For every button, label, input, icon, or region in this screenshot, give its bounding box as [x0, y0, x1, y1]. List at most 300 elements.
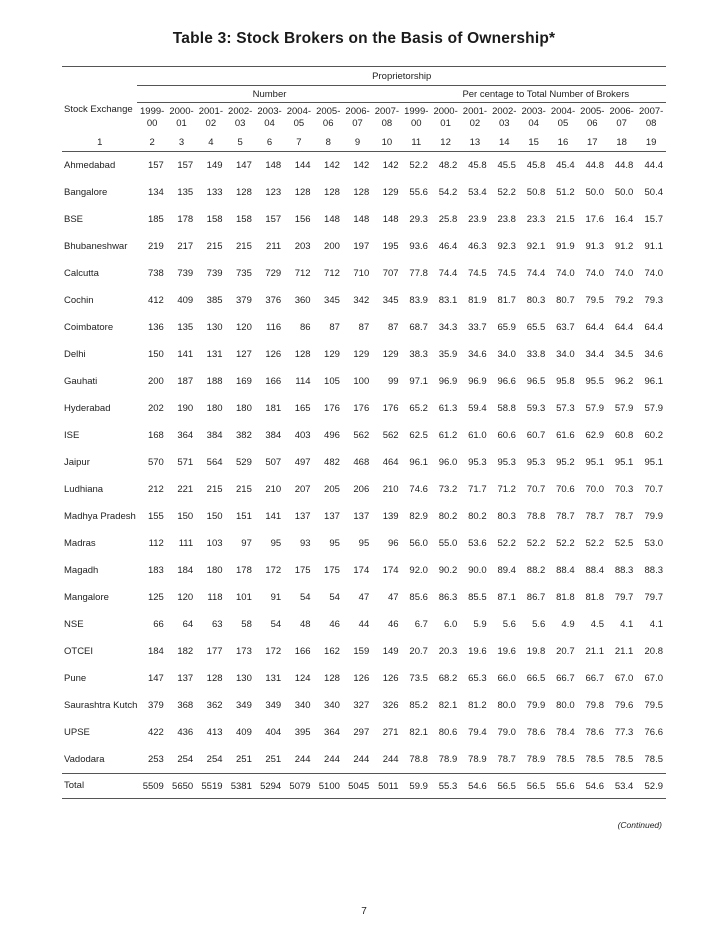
number-cell: 385	[206, 295, 223, 306]
column-index: 13	[460, 133, 489, 152]
number-cell: 562	[382, 430, 399, 441]
percent-cell: 38.3	[409, 349, 428, 360]
number-cell: 436	[177, 727, 194, 738]
number-cell: 128	[324, 187, 340, 198]
continued-note: (Continued)	[617, 820, 662, 830]
column-index: 17	[578, 133, 607, 152]
table-row	[62, 503, 666, 530]
exchange-name: Cochin	[64, 294, 94, 306]
number-cell: 148	[324, 214, 340, 225]
percent-cell: 78.7	[556, 511, 575, 522]
percent-cell: 95.1	[614, 457, 634, 468]
number-cell: 54	[299, 592, 311, 603]
number-cell: 131	[265, 673, 282, 684]
number-year-header: 2004- 05	[286, 106, 312, 129]
number-cell: 364	[324, 727, 340, 738]
number-cell: 176	[324, 403, 340, 414]
number-cell: 151	[236, 511, 252, 522]
percent-year-header: 2004- 05	[550, 106, 576, 129]
percent-cell: 78.6	[585, 727, 604, 738]
number-cell: 47	[388, 592, 399, 603]
number-cell: 157	[147, 160, 164, 171]
percent-cell: 81.9	[468, 295, 487, 306]
percent-year-header: 1999- 00	[404, 106, 429, 129]
number-cell: 184	[177, 565, 194, 576]
number-cell: 362	[206, 700, 223, 711]
number-cell: 738	[147, 268, 164, 279]
percent-year-header: 2005- 06	[580, 106, 605, 129]
number-cell: 165	[294, 403, 311, 414]
number-cell: 349	[265, 700, 282, 711]
number-cell: 150	[147, 349, 164, 360]
percent-cell: 89.4	[497, 565, 516, 576]
percent-cell: 81.7	[497, 295, 516, 306]
percent-cell: 80.0	[497, 700, 516, 711]
number-cell: 177	[206, 646, 223, 657]
number-cell: 244	[353, 754, 370, 765]
number-cell: 707	[382, 268, 399, 279]
number-cell: 176	[382, 403, 399, 414]
percent-cell: 64.4	[644, 322, 663, 333]
percent-cell: 80.0	[556, 700, 575, 711]
number-cell: 244	[382, 754, 399, 765]
number-cell: 253	[147, 754, 164, 765]
table-row	[62, 422, 666, 449]
number-cell: 134	[147, 187, 164, 198]
percent-cell: 4.9	[561, 619, 575, 630]
percent-cell: 21.1	[614, 646, 634, 657]
number-cell: 360	[294, 295, 311, 306]
number-cell: 215	[236, 484, 252, 495]
percent-cell: 55.6	[548, 774, 577, 799]
number-cell: 172	[265, 565, 282, 576]
percent-cell: 79.7	[644, 592, 663, 603]
exchange-name: ISE	[64, 429, 80, 441]
percent-cell: 95.3	[526, 457, 546, 468]
percent-cell: 78.9	[526, 754, 546, 765]
table-title: Table 3: Stock Brokers on the Basis of Ownership*	[172, 30, 556, 47]
number-cell: 297	[353, 727, 370, 738]
column-index: 5	[226, 133, 255, 152]
number-cell: 212	[147, 484, 164, 495]
column-index: 18	[607, 133, 636, 152]
percent-cell: 79.8	[585, 700, 604, 711]
percent-cell: 21.1	[585, 646, 604, 657]
percent-cell: 20.8	[644, 646, 663, 657]
column-index: 6	[255, 133, 284, 152]
column-index: 4	[196, 133, 225, 152]
exchange-name: Calcutta	[64, 267, 99, 279]
number-cell: 130	[206, 322, 223, 333]
percent-cell: 96.9	[438, 376, 458, 387]
number-cell: 5045	[343, 774, 372, 799]
number-cell: 735	[236, 268, 252, 279]
page-number: 7	[361, 906, 367, 917]
percent-cell: 91.3	[585, 241, 604, 252]
percent-group-header: Per centage to Total Number of Brokers	[402, 86, 666, 103]
percent-cell: 45.8	[526, 160, 546, 171]
percent-cell: 60.7	[526, 430, 546, 441]
percent-cell: 20.3	[438, 646, 458, 657]
number-cell: 46	[388, 619, 399, 630]
percent-cell: 50.8	[526, 187, 546, 198]
number-cell: 254	[206, 754, 223, 765]
table-row	[62, 584, 666, 611]
exchange-name: Total	[62, 774, 137, 799]
exchange-name: Madhya Pradesh	[64, 510, 136, 522]
percent-cell: 78.6	[526, 727, 546, 738]
percent-cell: 70.7	[526, 484, 546, 495]
column-index: 8	[314, 133, 343, 152]
percent-cell: 88.4	[556, 565, 575, 576]
percent-cell: 44.4	[644, 160, 663, 171]
number-cell: 384	[265, 430, 282, 441]
percent-cell: 78.8	[526, 511, 546, 522]
number-cell: 156	[294, 214, 311, 225]
exchange-name: Delhi	[64, 348, 86, 360]
percent-cell: 61.0	[468, 430, 487, 441]
column-index: 16	[548, 133, 577, 152]
percent-cell: 65.3	[468, 673, 487, 684]
number-cell: 205	[324, 484, 340, 495]
percent-cell: 35.9	[438, 349, 458, 360]
number-group-header: Number	[137, 86, 401, 103]
number-cell: 142	[353, 160, 370, 171]
number-cell: 562	[353, 430, 370, 441]
percent-cell: 55.3	[431, 774, 460, 799]
percent-cell: 81.8	[585, 592, 604, 603]
percent-cell: 74.0	[585, 268, 604, 279]
number-cell: 157	[177, 160, 194, 171]
percent-year-header: 2006- 07	[609, 106, 634, 129]
exchange-name: Mangalore	[64, 591, 109, 603]
number-cell: 382	[236, 430, 252, 441]
percent-cell: 80.3	[526, 295, 546, 306]
number-cell: 124	[294, 673, 311, 684]
percent-cell: 34.3	[438, 322, 458, 333]
number-cell: 729	[265, 268, 282, 279]
number-cell: 139	[382, 511, 399, 522]
number-cell: 120	[236, 322, 252, 333]
percent-cell: 66.0	[497, 673, 516, 684]
number-cell: 507	[265, 457, 282, 468]
number-cell: 137	[324, 511, 340, 522]
exchange-name: Ahmedabad	[64, 159, 116, 171]
percent-cell: 78.5	[585, 754, 604, 765]
table-row	[62, 665, 666, 692]
number-year-header: 2003- 04	[257, 106, 282, 129]
number-cell: 131	[206, 349, 223, 360]
number-cell: 46	[329, 619, 340, 630]
percent-cell: 17.6	[585, 214, 604, 225]
table-row	[62, 611, 666, 638]
number-cell: 118	[207, 592, 223, 603]
percent-cell: 80.2	[468, 511, 487, 522]
percent-cell: 96.6	[497, 376, 516, 387]
number-cell: 137	[353, 511, 370, 522]
exchange-name: Madras	[64, 537, 96, 549]
percent-cell: 4.5	[590, 619, 604, 630]
number-cell: 217	[177, 241, 194, 252]
number-cell: 114	[295, 376, 311, 387]
percent-cell: 33.8	[526, 349, 546, 360]
percent-cell: 50.0	[585, 187, 604, 198]
percent-cell: 79.5	[644, 700, 663, 711]
number-cell: 64	[182, 619, 194, 630]
number-cell: 5509	[137, 774, 166, 799]
percent-cell: 95.2	[556, 457, 575, 468]
number-cell: 5519	[196, 774, 225, 799]
percent-cell: 80.2	[438, 511, 458, 522]
column-index: 11	[402, 133, 431, 152]
percent-cell: 5.6	[532, 619, 546, 630]
percent-cell: 73.2	[438, 484, 458, 495]
number-cell: 409	[177, 295, 194, 306]
percent-cell: 60.6	[497, 430, 516, 441]
percent-cell: 85.2	[409, 700, 428, 711]
percent-cell: 23.8	[497, 214, 516, 225]
number-cell: 172	[265, 646, 282, 657]
percent-cell: 78.5	[556, 754, 575, 765]
percent-cell: 70.0	[585, 484, 604, 495]
percent-cell: 79.9	[526, 700, 546, 711]
table-row	[62, 746, 666, 774]
number-cell: 54	[329, 592, 340, 603]
number-cell: 155	[147, 511, 164, 522]
percent-cell: 21.5	[556, 214, 575, 225]
number-cell: 47	[358, 592, 370, 603]
number-cell: 175	[324, 565, 340, 576]
percent-cell: 53.0	[644, 538, 663, 549]
number-cell: 111	[178, 538, 194, 549]
percent-cell: 20.7	[556, 646, 575, 657]
number-cell: 150	[206, 511, 223, 522]
percent-cell: 66.5	[526, 673, 546, 684]
percent-cell: 83.1	[438, 295, 458, 306]
percent-cell: 15.7	[644, 214, 663, 225]
number-cell: 422	[147, 727, 164, 738]
percent-cell: 53.6	[468, 538, 487, 549]
percent-cell: 74.0	[614, 268, 634, 279]
number-cell: 497	[294, 457, 311, 468]
column-index: 10	[372, 133, 401, 152]
number-cell: 5650	[167, 774, 196, 799]
number-cell: 129	[382, 349, 399, 360]
number-cell: 185	[147, 214, 164, 225]
percent-cell: 95.5	[585, 376, 604, 387]
number-cell: 135	[177, 187, 194, 198]
number-cell: 91	[270, 592, 282, 603]
percent-cell: 52.2	[497, 538, 516, 549]
percent-cell: 74.5	[468, 268, 487, 279]
number-cell: 570	[147, 457, 164, 468]
percent-cell: 45.4	[556, 160, 575, 171]
number-cell: 215	[206, 484, 223, 495]
number-cell: 5011	[372, 774, 401, 799]
stock-brokers-table	[62, 66, 666, 799]
percent-cell: 55.0	[438, 538, 458, 549]
percent-cell: 65.5	[526, 322, 546, 333]
percent-cell: 58.8	[497, 403, 516, 414]
percent-cell: 79.9	[644, 511, 663, 522]
number-cell: 482	[324, 457, 340, 468]
number-cell: 148	[382, 214, 399, 225]
number-cell: 340	[324, 700, 340, 711]
percent-cell: 95.8	[556, 376, 575, 387]
number-cell: 200	[324, 241, 340, 252]
column-index: 2	[137, 133, 166, 152]
column-index: 7	[284, 133, 313, 152]
number-cell: 44	[358, 619, 370, 630]
percent-cell: 78.5	[614, 754, 634, 765]
exchange-name: Saurashtra Kutch	[64, 699, 138, 711]
percent-cell: 48.2	[438, 160, 458, 171]
table-row	[62, 341, 666, 368]
number-cell: 345	[324, 295, 340, 306]
number-cell: 182	[177, 646, 194, 657]
number-cell: 54	[270, 619, 282, 630]
percent-cell: 78.7	[614, 511, 634, 522]
number-cell: 368	[177, 700, 194, 711]
percent-cell: 34.0	[497, 349, 516, 360]
number-cell: 66	[153, 619, 164, 630]
percent-cell: 50.4	[644, 187, 663, 198]
number-cell: 464	[382, 457, 399, 468]
number-cell: 468	[353, 457, 370, 468]
number-cell: 215	[236, 241, 252, 252]
percent-cell: 52.5	[614, 538, 634, 549]
number-cell: 126	[353, 673, 370, 684]
number-cell: 129	[324, 349, 340, 360]
exchange-name: Coimbatore	[64, 321, 114, 333]
number-cell: 712	[324, 268, 340, 279]
exchange-name: Jaipur	[64, 456, 90, 468]
table-row	[62, 179, 666, 206]
exchange-name: Vadodara	[64, 753, 105, 765]
percent-cell: 56.5	[490, 774, 519, 799]
percent-cell: 33.7	[468, 322, 487, 333]
percent-cell: 62.5	[409, 430, 428, 441]
number-cell: 141	[265, 511, 282, 522]
percent-cell: 71.2	[497, 484, 516, 495]
number-cell: 188	[206, 376, 223, 387]
number-cell: 101	[236, 592, 252, 603]
number-year-header: 2002- 03	[228, 106, 253, 129]
number-cell: 210	[382, 484, 399, 495]
exchange-name: BSE	[64, 213, 84, 225]
number-cell: 5079	[284, 774, 313, 799]
number-cell: 529	[236, 457, 252, 468]
percent-cell: 23.9	[468, 214, 487, 225]
percent-cell: 51.2	[556, 187, 575, 198]
number-cell: 128	[236, 187, 252, 198]
number-cell: 127	[236, 349, 252, 360]
percent-cell: 34.0	[556, 349, 575, 360]
table-row	[62, 692, 666, 719]
percent-cell: 96.9	[468, 376, 487, 387]
percent-cell: 96.1	[644, 376, 663, 387]
number-cell: 326	[382, 700, 399, 711]
percent-cell: 56.0	[409, 538, 428, 549]
percent-cell: 90.2	[438, 565, 458, 576]
percent-cell: 85.5	[468, 592, 487, 603]
table-row	[62, 260, 666, 287]
number-cell: 178	[236, 565, 252, 576]
percent-cell: 44.8	[585, 160, 604, 171]
number-cell: 345	[382, 295, 399, 306]
number-cell: 254	[177, 754, 194, 765]
percent-cell: 5.6	[502, 619, 516, 630]
percent-cell: 91.2	[614, 241, 634, 252]
percent-cell: 5.9	[473, 619, 487, 630]
percent-cell: 61.3	[438, 403, 458, 414]
number-cell: 144	[294, 160, 311, 171]
percent-cell: 88.4	[585, 565, 604, 576]
number-cell: 384	[206, 430, 223, 441]
percent-cell: 96.1	[409, 457, 428, 468]
number-cell: 210	[265, 484, 282, 495]
percent-cell: 79.4	[468, 727, 487, 738]
table-row	[62, 233, 666, 260]
percent-cell: 67.0	[614, 673, 634, 684]
percent-cell: 78.4	[556, 727, 575, 738]
number-cell: 349	[236, 700, 252, 711]
number-cell: 219	[147, 241, 164, 252]
percent-cell: 44.8	[614, 160, 634, 171]
percent-cell: 62.9	[585, 430, 604, 441]
exchange-name: Bangalore	[64, 186, 108, 198]
number-cell: 158	[206, 214, 223, 225]
percent-cell: 52.2	[585, 538, 604, 549]
column-index: 14	[490, 133, 519, 152]
number-cell: 58	[241, 619, 252, 630]
percent-cell: 63.7	[556, 322, 575, 333]
number-cell: 376	[265, 295, 282, 306]
percent-cell: 4.1	[620, 619, 634, 630]
number-year-header: 2000- 01	[169, 106, 194, 129]
number-cell: 379	[236, 295, 252, 306]
number-cell: 174	[382, 565, 399, 576]
percent-cell: 79.2	[614, 295, 634, 306]
number-cell: 340	[294, 700, 311, 711]
number-cell: 187	[177, 376, 194, 387]
percent-cell: 65.9	[497, 322, 516, 333]
percent-year-header: 2000- 01	[433, 106, 458, 129]
percent-cell: 92.1	[526, 241, 546, 252]
percent-year-header: 2007- 08	[639, 106, 664, 129]
number-cell: 197	[353, 241, 370, 252]
percent-cell: 95.1	[644, 457, 663, 468]
stock-exchange-header: Stock Exchange	[64, 103, 133, 115]
number-cell: 126	[382, 673, 399, 684]
number-cell: 128	[294, 187, 311, 198]
number-cell: 130	[236, 673, 252, 684]
table-row	[62, 557, 666, 584]
number-cell: 137	[294, 511, 311, 522]
percent-cell: 93.6	[409, 241, 428, 252]
number-cell: 404	[265, 727, 282, 738]
percent-cell: 74.6	[409, 484, 428, 495]
number-cell: 129	[382, 187, 399, 198]
percent-cell: 88.2	[526, 565, 546, 576]
number-cell: 181	[265, 403, 282, 414]
percent-cell: 80.7	[556, 295, 575, 306]
percent-cell: 70.6	[556, 484, 575, 495]
table-row	[62, 719, 666, 746]
percent-cell: 73.5	[409, 673, 428, 684]
number-cell: 158	[236, 214, 252, 225]
percent-cell: 60.8	[614, 430, 634, 441]
